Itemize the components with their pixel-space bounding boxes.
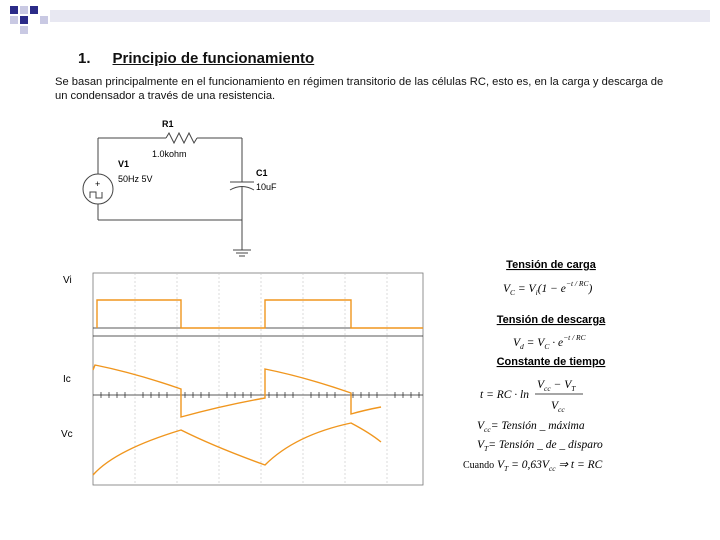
formula-panel — [455, 252, 655, 480]
def-vcc: $V_{cc}=$ Tensión _ máxima — [477, 420, 585, 434]
channel-label-vi: Vi — [63, 275, 72, 286]
oscilloscope-traces — [55, 265, 425, 487]
discharge-title: Tensión de descarga — [496, 314, 606, 326]
charge-title: Tensión de carga — [506, 259, 596, 271]
source-value: 50Hz 5V — [118, 174, 153, 184]
channel-label-ic: Ic — [63, 374, 71, 385]
charge-formula: $V_C = V_i(1 - e^{-t / RC})$ — [503, 279, 593, 297]
time-constant-title: Constante de tiempo — [496, 356, 606, 368]
cuando-formula: Cuando $V_T = 0,63V_{cc}$ ⇒ t = RC — [463, 459, 603, 473]
resistor-value: 1.0kohm — [152, 149, 187, 159]
section-number: 1. — [78, 50, 91, 67]
section-title: Principio de funcionamiento — [112, 50, 315, 67]
discharge-formula: $V_d = V_C \cdot e^{-t / RC}$ — [513, 333, 586, 351]
corner-decoration — [0, 0, 720, 40]
def-vt: $V_T=$ Tensión _ de _ disparo — [477, 439, 603, 453]
capacitor-name: C1 — [256, 168, 268, 178]
rc-circuit-diagram — [70, 110, 290, 260]
intro-paragraph: Se basan principalmente en el funcionamiento en régimen transitorio de las células RC, esto es, en la carga y descarga de un condensador a través de una resistencia. — [55, 76, 664, 102]
time-constant-denominator: $V_{cc}$ — [551, 400, 565, 414]
time-constant-numerator: $V_{cc} - V_T$ — [537, 379, 576, 393]
plus-sign: + — [95, 179, 101, 189]
section-heading — [78, 50, 314, 67]
time-constant-formula: t = RC · ln — [480, 389, 529, 401]
resistor-name: R1 — [162, 119, 174, 129]
channel-label-vc: Vc — [61, 429, 73, 440]
capacitor-value: 10uF — [256, 182, 277, 192]
source-name: V1 — [118, 159, 130, 169]
